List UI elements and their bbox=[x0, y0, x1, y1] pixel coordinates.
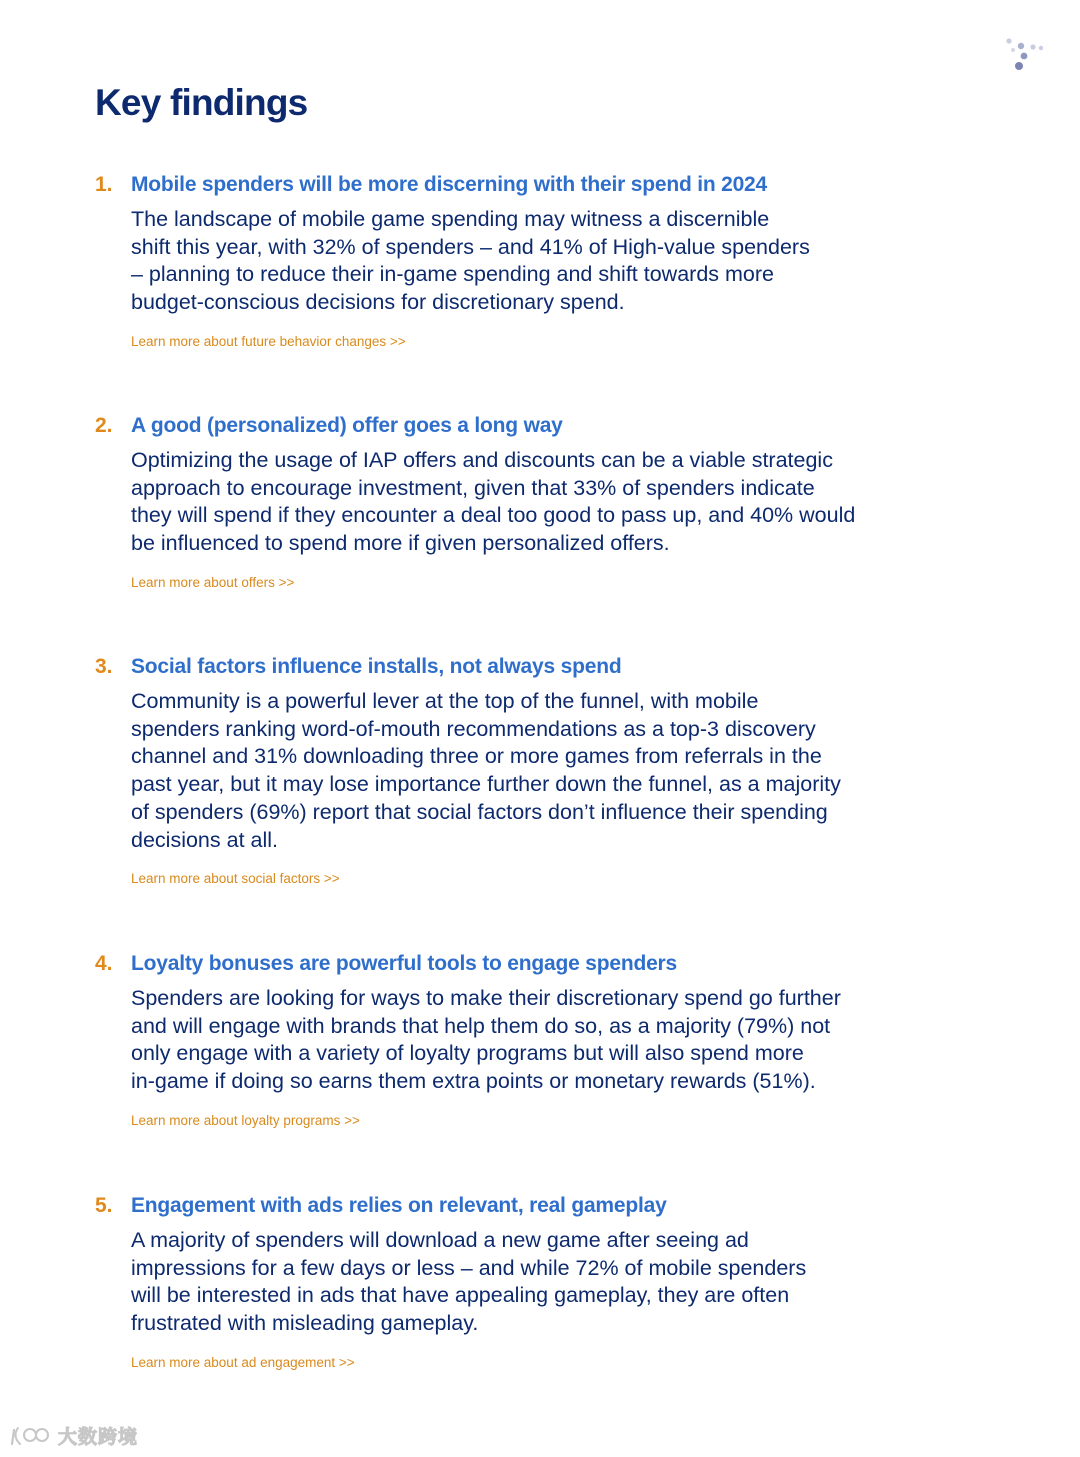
learn-more-link-loyalty-programs[interactable]: Learn more about loyalty programs >> bbox=[131, 1112, 360, 1128]
brand-dots-icon bbox=[1000, 36, 1048, 76]
finding-body: Community is a powerful lever at the top of the funnel, with mobile spenders ranking word-of-mouth recommendations as a top-3 discovery channel and 31% downloading three or more games from referrals in the past year, but it may lose importance further down the funnel, as a majority of spenders (69%) report that social factors don’t influence their spending decisions at all. bbox=[131, 689, 841, 852]
finding-1 bbox=[95, 173, 995, 351]
watermark-logo-icon bbox=[8, 1424, 52, 1448]
finding-title: Loyalty bonuses are powerful tools to engage spenders bbox=[131, 952, 678, 975]
watermark bbox=[8, 1422, 138, 1449]
finding-body: Optimizing the usage of IAP offers and discounts can be a viable strategic approach to encourage investment, given that 33% of spenders indicate they will spend if they encounter a deal too good to pass up, and 40% would be influenced to spend more if given personalized offers. bbox=[131, 448, 856, 556]
watermark-text: 大数跨境 bbox=[58, 1426, 139, 1448]
finding-number: 2. bbox=[95, 414, 113, 437]
finding-2 bbox=[95, 414, 995, 592]
finding-5 bbox=[95, 1194, 995, 1372]
learn-more-link-behavior-changes[interactable]: Learn more about future behavior changes >> bbox=[131, 333, 406, 349]
page-title: Key findings bbox=[95, 82, 308, 123]
finding-heading bbox=[95, 655, 995, 679]
finding-body: Spenders are looking for ways to make their discretionary spend go further and will engage with brands that help them do so, as a majority (79%) not only engage with a variety of loyalty programs but will also spend more in-game if doing so earns them extra points or monetary rewards (51%). bbox=[131, 986, 841, 1094]
finding-number: 3. bbox=[95, 655, 113, 678]
finding-body: The landscape of mobile game spending may witness a discernible shift this year, with 32% of spenders – and 41% of High-value spenders – planning to reduce their in-game spending and shift towards more budget-conscious decisions for discretionary spend. bbox=[131, 207, 810, 315]
finding-title: Social factors influence installs, not always spend bbox=[131, 655, 622, 678]
finding-heading bbox=[95, 173, 995, 197]
finding-4 bbox=[95, 952, 995, 1130]
finding-number: 1. bbox=[95, 173, 113, 196]
finding-heading bbox=[95, 414, 995, 438]
finding-body: A majority of spenders will download a new game after seeing ad impressions for a few days or less – and while 72% of mobile spenders will be interested in ads that have appealing gameplay, they are often frustrated with misleading gameplay. bbox=[131, 1228, 807, 1336]
finding-title: Mobile spenders will be more discerning with their spend in 2024 bbox=[131, 173, 768, 196]
finding-number: 5. bbox=[95, 1194, 113, 1217]
finding-heading bbox=[95, 952, 995, 976]
learn-more-link-ad-engagement[interactable]: Learn more about ad engagement >> bbox=[131, 1354, 355, 1370]
learn-more-link-social-factors[interactable]: Learn more about social factors >> bbox=[131, 871, 340, 887]
finding-title: A good (personalized) offer goes a long way bbox=[131, 414, 563, 437]
finding-3 bbox=[95, 655, 995, 888]
finding-heading bbox=[95, 1194, 995, 1218]
finding-title: Engagement with ads relies on relevant, real gameplay bbox=[131, 1194, 667, 1217]
learn-more-link-offers[interactable]: Learn more about offers >> bbox=[131, 574, 295, 590]
finding-number: 4. bbox=[95, 952, 113, 975]
